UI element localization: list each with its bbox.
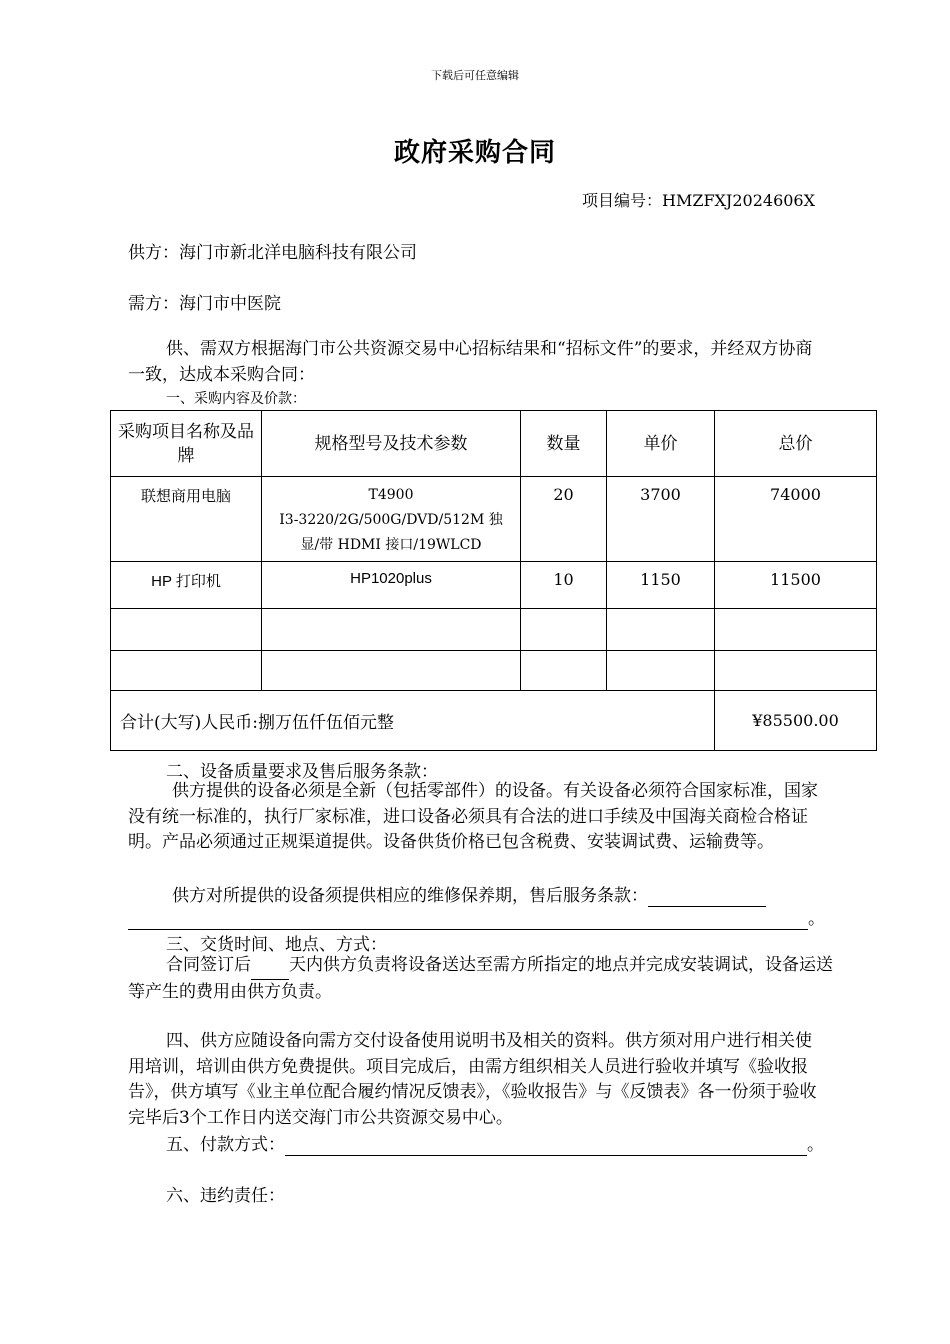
section-4-paragraph: 四、供方应随设备向需方交付设备使用说明书及相关的资料。供方须对用户进行相关使用培训，培训由供方免费提供。项目完成后，由需方组织相关人员进行验收并填写《验收报告》，供方填写《业主单位配合履约情况反馈表》，《验收报告》与《反馈表》各一份须于验收完毕后3个工作日内送交海门市公共资源交易中心。 <box>128 1031 817 1128</box>
page-title: 政府采购合同 <box>393 138 556 168</box>
section-3-heading: 三、交货时间、地点、方式： <box>166 935 387 955</box>
service-terms-blank-2[interactable] <box>128 909 808 930</box>
section-2-paragraph: 供方提供的设备必须是全新（包括零部件）的设备。有关设备必须符合国家标准，国家没有统一标准的，执行厂家标准，进口设备必须具有合法的进口手续及中国海关商检合格证明。产品必须通过正规渠道提供。设备供货价格已包含税费、安装调试费、运输费等。 <box>128 781 818 852</box>
spec-line: T4900 <box>368 487 414 503</box>
payment-line <box>166 1130 824 1156</box>
table-row <box>111 562 877 609</box>
total-amount-words: 合计(大写)人民币:捌万伍仟伍佰元整 <box>111 691 715 751</box>
header-unit-price: 单价 <box>607 411 715 477</box>
item-unit-price: 1150 <box>607 562 715 609</box>
section-2-heading: 二、设备质量要求及售后服务条款： <box>166 762 438 782</box>
supplier-line: 供方：海门市新北洋电脑科技有限公司 <box>128 243 417 263</box>
item-name: HP 打印机 <box>111 562 262 609</box>
header-name: 采购项目名称及品牌 <box>111 411 262 477</box>
header-qty: 数量 <box>521 411 607 477</box>
intro-paragraph: 供、需双方根据海门市公共资源交易中心招标结果和“招标文件”的要求，并经双方协商一致，达成本采购合同： <box>128 339 813 385</box>
section-5-heading: 五、付款方式： <box>166 1135 285 1155</box>
service-terms-line-2 <box>128 904 825 930</box>
table-row-empty <box>111 651 877 691</box>
header-total-price: 总价 <box>715 411 877 477</box>
table-row-empty <box>111 609 877 651</box>
item-qty: 20 <box>521 477 607 562</box>
delivery-text-b: 天内供方负责将设备送达至需方所指定的地点并完成安装调试，设备运送等产生的费用由供方负责。 <box>128 955 833 1002</box>
item-total-price: 11500 <box>715 562 877 609</box>
section-6-heading: 六、违约责任： <box>166 1186 285 1206</box>
service-terms-label: 供方对所提供的设备须提供相应的维修保养期，售后服务条款： <box>172 886 648 906</box>
table-total-row <box>111 691 877 751</box>
delivery-days-blank[interactable] <box>251 953 289 980</box>
period: 。 <box>807 1135 824 1155</box>
header-note: 下载后可任意编辑 <box>431 69 519 82</box>
item-qty: 10 <box>521 562 607 609</box>
spec-line: I3-3220/2G/500G/DVD/512M 独 <box>279 512 503 528</box>
project-number: 项目编号：HMZFXJ2024606X <box>581 191 815 210</box>
section-1-heading: 一、采购内容及价款： <box>166 391 306 407</box>
total-amount-value: ¥85500.00 <box>715 691 877 751</box>
table-row <box>111 477 877 562</box>
payment-blank[interactable] <box>285 1135 807 1156</box>
item-spec <box>262 477 521 562</box>
item-total-price: 74000 <box>715 477 877 562</box>
delivery-text-a: 合同签订后 <box>166 955 251 975</box>
period: 。 <box>808 909 825 929</box>
purchase-table <box>110 410 877 751</box>
section-3-paragraph <box>128 953 838 1005</box>
item-unit-price: 3700 <box>607 477 715 562</box>
header-spec: 规格型号及技术参数 <box>262 411 521 477</box>
buyer-line: 需方：海门市中医院 <box>128 294 281 314</box>
item-spec: HP1020plus <box>262 562 521 609</box>
item-name: 联想商用电脑 <box>111 477 262 562</box>
spec-line: 显/带 HDMI 接口/19WLCD <box>300 537 482 553</box>
table-header-row <box>111 411 877 477</box>
